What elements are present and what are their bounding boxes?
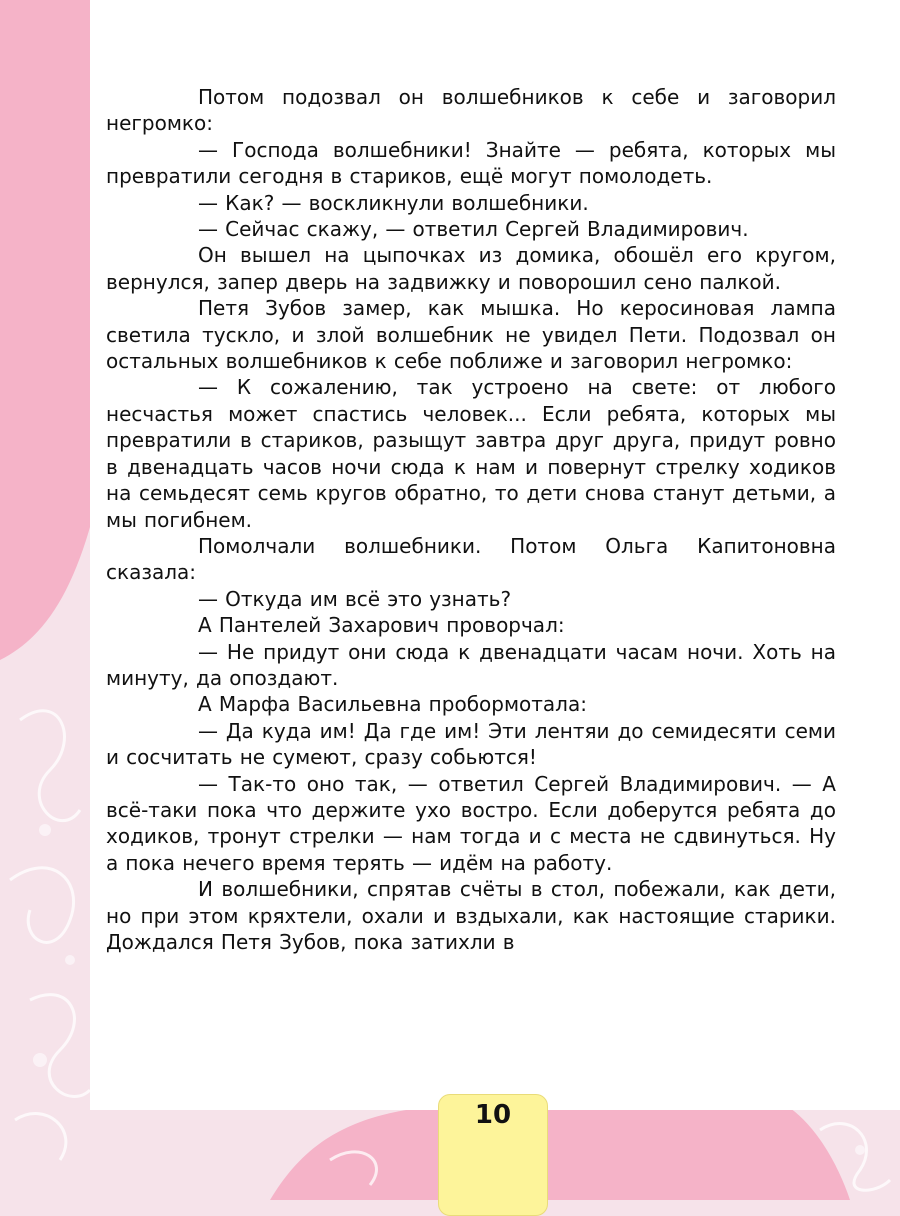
paragraph: — Господа волшебники! Знайте — ребята, которых мы превратили сегодня в стариков, ещё могут помолодеть. [106,137,836,189]
paragraph: — Да куда им! Да где им! Эти лентяи до семидесяти семи и сосчитать не сумеют, сразу собьются! [106,718,836,770]
paragraph: — К сожалению, так устроено на свете: от любого несчастья может спастись человек... Если ребята, которых мы превратили в стариков, разыщут завтра друг друга, придут ровно в двенадцать часов ночи сюда к нам и повернут стрелку ходиков на семьдесят семь кругов обратно, то дети снова станут детьми, а мы погибнем. [106,375,836,532]
paragraph: Петя Зубов замер, как мышка. Но керосиновая лампа светила тускло, и злой волшебник не увидел Пети. Подозвал он остальных волшебников к себе поближе и заговорил негромко: [106,296,836,374]
paragraph: А Марфа Васильевна пробормотала: [198,692,587,717]
paragraph: — Откуда им всё это узнать? [198,586,512,611]
paragraph: — Сейчас скажу, — ответил Сергей Владимирович. [198,217,749,242]
paragraph: — Как? — воскликнули волшебники. [198,190,589,215]
paragraph: — Так-то оно так, — ответил Сергей Владимирович. — А всё-таки пока что держите ухо востро. Если доберутся ребята до ходиков, тронут стрелки — нам тогда и с места не сдвинуться. Ну а пока нечего время терять — идём на работу. [106,771,836,875]
paragraph: И волшебники, спрятав счёты в стол, побежали, как дети, но при этом кряхтели, охали и вздыхали, как настоящие старики. Дождался Петя Зубов, пока затихли в [106,877,836,954]
paragraph: Помолчали волшебники. Потом Ольга Капитоновна сказала: [106,533,836,585]
paragraph: А Пантелей Захарович проворчал: [198,613,565,638]
page-number: 10 [474,1100,512,1130]
paragraph: — Не придут они сюда к двенадцати часам ночи. Хоть на минуту, да опоздают. [106,639,836,690]
story-text [106,84,836,955]
paragraph: Он вышел на цыпочках из домика, обошёл его кругом, вернулся, запер дверь на задвижку и поворошил сено палкой. [106,243,836,294]
paragraph: Потом подозвал он волшебников к себе и заговорил негромко: [106,85,836,136]
